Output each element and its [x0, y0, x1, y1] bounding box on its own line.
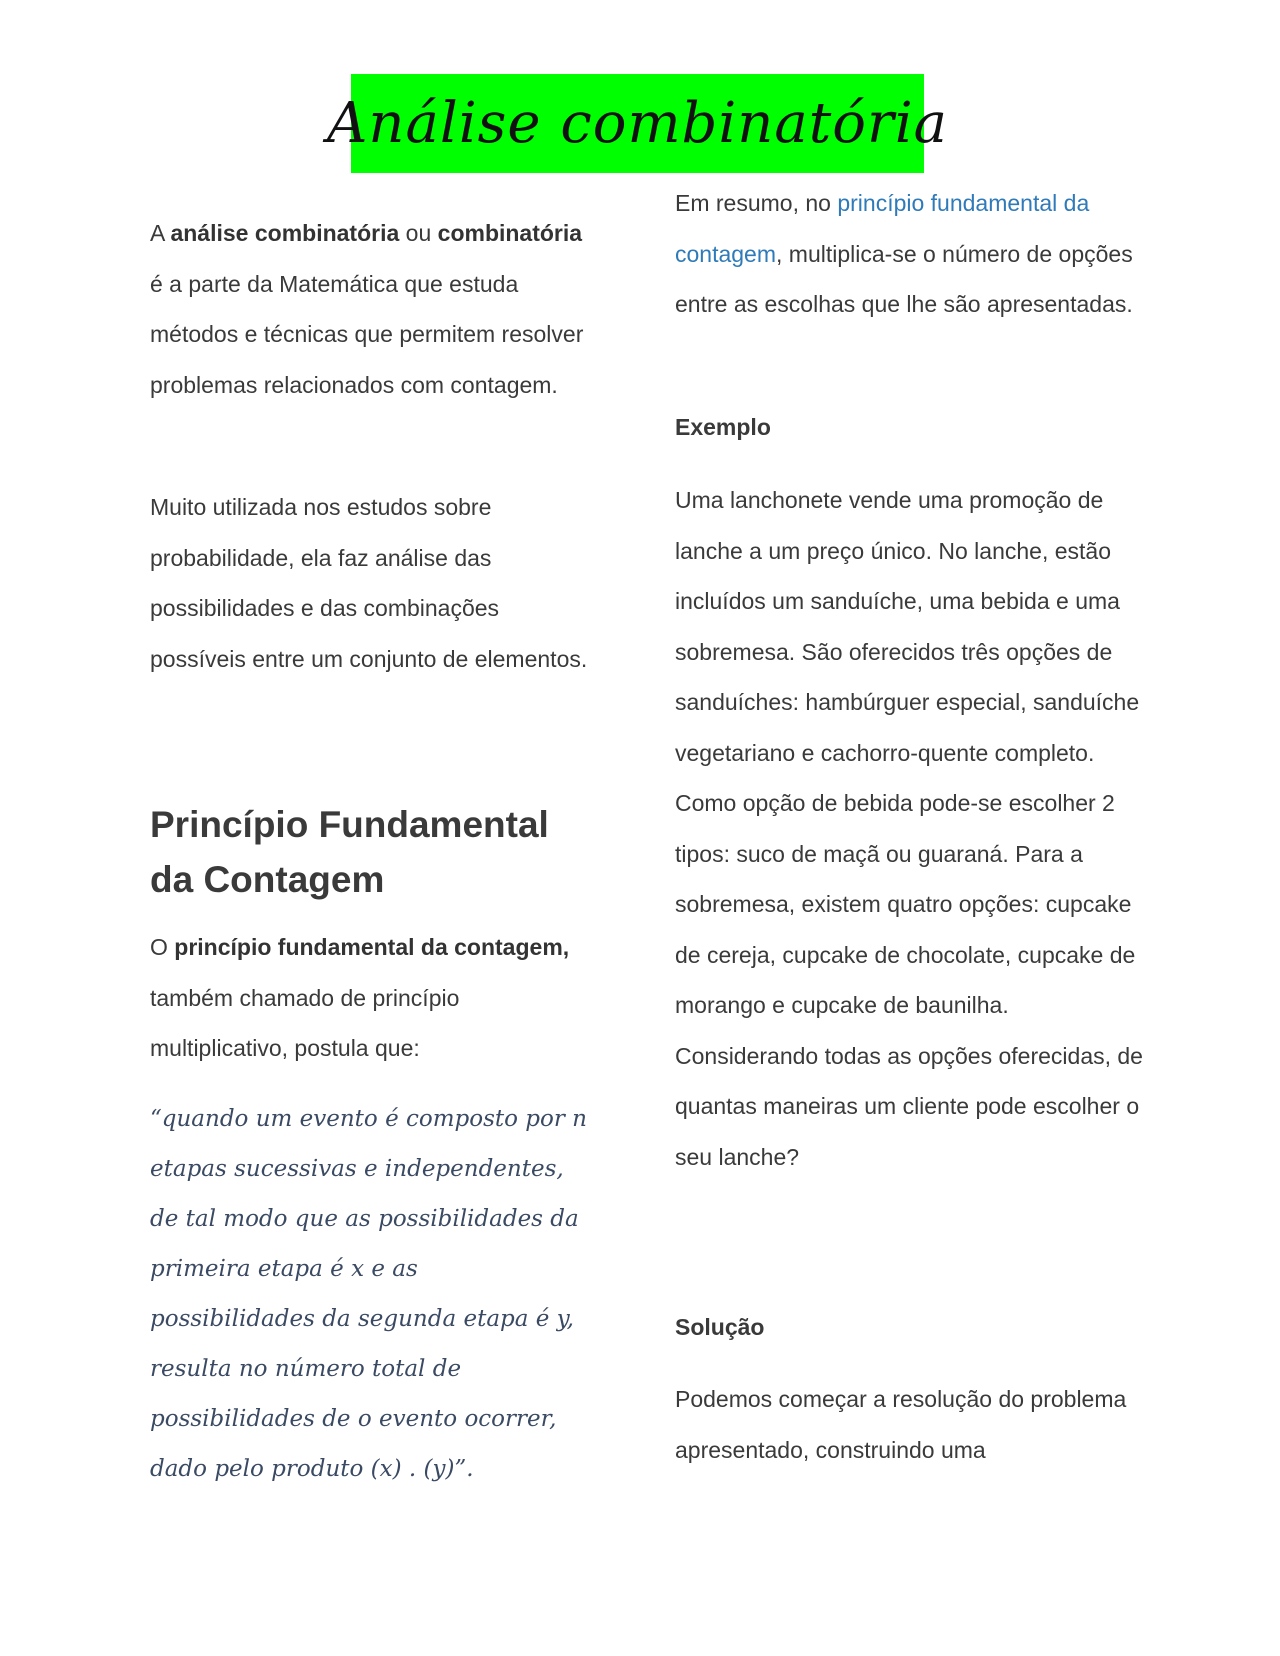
intro-paragraph-2: Muito utilizada nos estudos sobre probabilidade, ela faz análise das possibilidades e das combinações possíveis entre um conjunto de elementos.: [150, 494, 588, 672]
principle-link[interactable]: princípio fundamental da contagem: [675, 190, 1090, 267]
summary-paragraph: [675, 178, 1145, 330]
intro-text-a: A: [150, 220, 171, 246]
section-paragraph: [150, 922, 590, 1074]
intro-bold-1: análise combinatória: [170, 220, 400, 246]
summary-text-a: Em resumo, no: [675, 190, 838, 216]
intro-paragraph-1: [150, 208, 590, 410]
section-text-c: também chamado de princípio multiplicativo, postula que:: [150, 984, 460, 1061]
section-bold: princípio fundamental da contagem,: [174, 934, 570, 960]
section-heading: Princípio Fundamental da Contagem: [150, 804, 549, 900]
example-paragraph: Uma lanchonete vende uma promoção de lanche a um preço único. No lanche, estão incluídos um sanduíche, uma bebida e uma sobremesa. São oferecidos três opções de sanduíches: hambúrguer especial, sanduíche vegetariano e cachorro-quente completo. Como opção de bebida pode-se escolher 2 tipos: suco de maçã ou guaraná. Para a sobremesa, existem quatro opções: cupcake de cereja, cupcake de chocolate, cupcake de morango e cupcake de baunilha. Considerando todas as opções oferecidas, de quantas maneiras um cliente pode escolher o seu lanche?: [675, 487, 1143, 1170]
page-title: Análise combinatória: [326, 91, 949, 156]
intro-bold-2: combinatória: [437, 220, 583, 246]
solution-paragraph: Podemos começar a resolução do problema apresentado, construindo uma: [675, 1386, 1127, 1463]
title-highlight: [326, 74, 949, 173]
section-text-a: O: [150, 934, 175, 960]
summary-text-c: , multiplica-se o número de opções entre as escolhas que lhe são apresentadas.: [675, 240, 1133, 317]
principle-quote: “quando um evento é composto por n etapas sucessivas e independentes, de tal modo que as possibilidades da primeira etapa é x e as possibilidades da segunda etapa é y, resulta no número total de possibilidades de o evento ocorrer, dado pelo produto (x) . (y)”.: [150, 1106, 587, 1482]
intro-text-d: é a parte da Matemática que estuda métodos e técnicas que permitem resolver problemas relacionados com contagem.: [150, 270, 584, 398]
example-heading: Exemplo: [675, 414, 771, 440]
intro-text-c: ou: [399, 220, 438, 246]
solution-heading: Solução: [675, 1314, 765, 1340]
